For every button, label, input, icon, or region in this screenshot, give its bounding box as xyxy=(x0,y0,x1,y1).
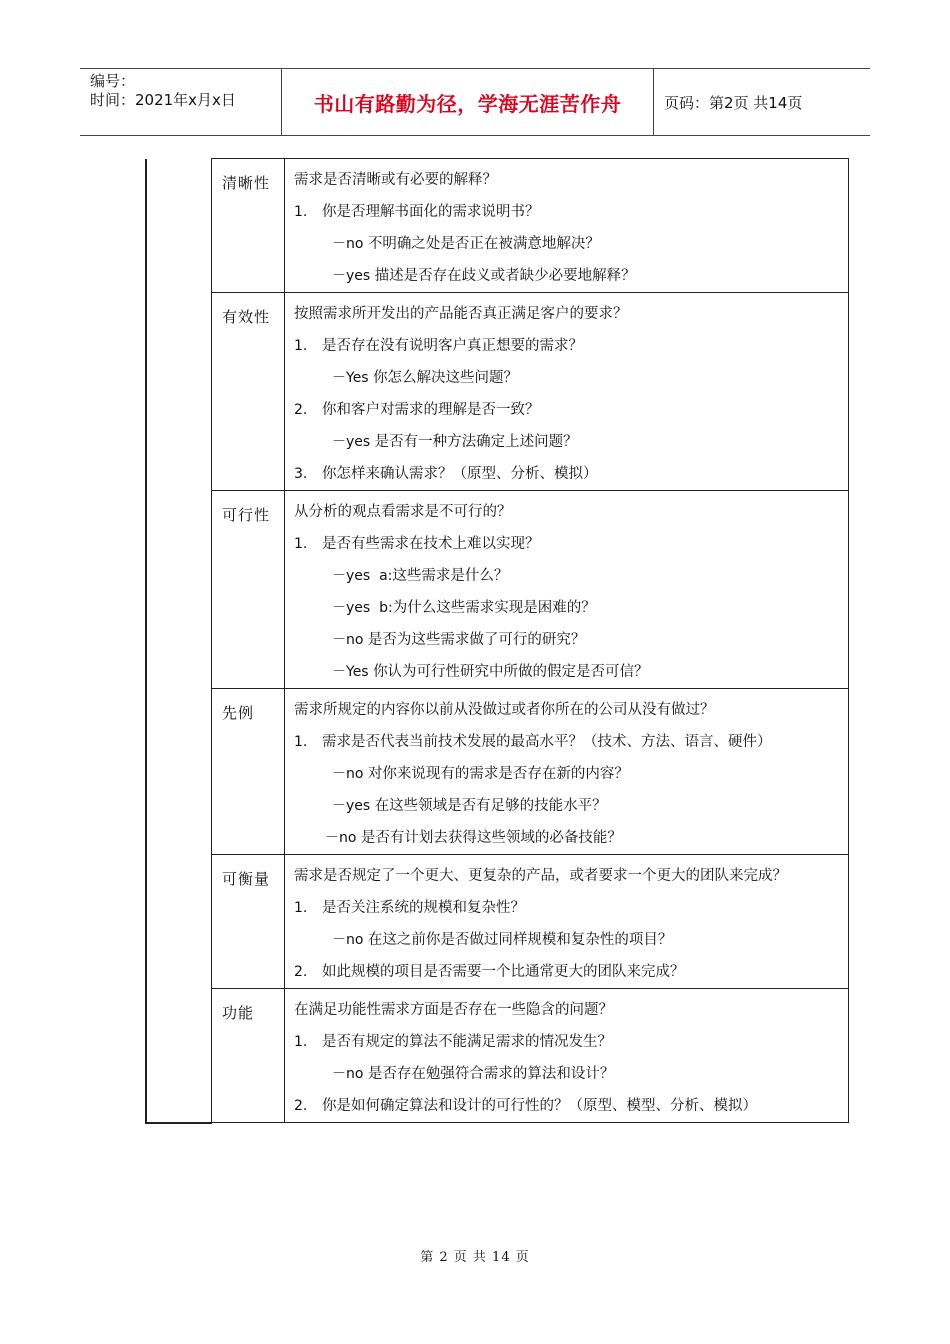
question-heading: 需求所规定的内容你以前从没做过或者你所在的公司从没有做过？ xyxy=(294,702,715,718)
answer-text: 你认为可行性研究中所做的假定是否可信？ xyxy=(373,664,649,680)
answer-text: 是否有计划去获得这些领域的必备技能？ xyxy=(360,830,622,846)
question-number: 2. xyxy=(294,1098,308,1114)
table-row xyxy=(146,989,849,1123)
category-label: 清晰性 xyxy=(222,174,271,192)
answer-branch xyxy=(285,560,848,592)
question-text: 你和客户对需求的理解是否一致？ xyxy=(322,402,540,418)
answer-prefix: －no xyxy=(332,1066,368,1082)
answer-text: 这些需求是什么？ xyxy=(392,568,509,584)
question-cell xyxy=(285,855,849,989)
answer-branch xyxy=(285,426,848,458)
question-text: 如此规模的项目是否需要一个比通常更大的团队来完成？ xyxy=(322,964,685,980)
question-number: 3. xyxy=(294,466,308,482)
question-heading: 从分析的观点看需求是不可行的？ xyxy=(294,504,512,520)
answer-text: 是否有一种方法确定上述问题？ xyxy=(374,434,578,450)
numbered-question xyxy=(285,1090,848,1122)
question-number: 1. xyxy=(294,204,308,220)
question-text: 你是如何确定算法和设计的可行性的？（原型、模型、分析、模拟） xyxy=(322,1098,757,1114)
answer-text: 对你来说现有的需求是否存在新的内容？ xyxy=(367,766,629,782)
table-row xyxy=(146,689,849,855)
category-label: 先例 xyxy=(222,704,255,722)
answer-prefix: －yes b: xyxy=(332,600,393,616)
question-text: 是否有规定的算法不能满足需求的情况发生？ xyxy=(322,1034,612,1050)
answer-text: 在这些领域是否有足够的技能水平？ xyxy=(374,798,607,814)
question-number: 1. xyxy=(294,338,308,354)
blank-left-column xyxy=(146,159,212,1123)
answer-prefix: －yes a: xyxy=(332,568,393,584)
category-cell xyxy=(212,159,285,293)
answer-text: 是否为这些需求做了可行的研究？ xyxy=(367,632,586,648)
question-text: 需求是否代表当前技术发展的最高水平？（技术、方法、语言、硬件） xyxy=(322,734,772,750)
numbered-question xyxy=(285,196,848,228)
question-heading: 需求是否规定了一个更大、更复杂的产品，或者要求一个更大的团队来完成？ xyxy=(294,868,787,884)
answer-text: 是否存在勉强符合需求的算法和设计？ xyxy=(367,1066,615,1082)
answer-prefix: －yes xyxy=(332,798,375,814)
numbered-question xyxy=(285,726,848,758)
category-cell xyxy=(212,855,285,989)
question-text: 是否存在没有说明客户真正想要的需求？ xyxy=(322,338,583,354)
answer-branch xyxy=(285,260,848,292)
answer-prefix: －no xyxy=(332,766,368,782)
question-cell xyxy=(285,491,849,689)
answer-prefix: －no xyxy=(332,932,368,948)
question-number: 1. xyxy=(294,734,308,750)
table-row xyxy=(146,491,849,689)
question-text: 是否关注系统的规模和复杂性？ xyxy=(322,900,525,916)
question-number: 1. xyxy=(294,900,308,916)
question-heading: 在满足功能性需求方面是否存在一些隐含的问题？ xyxy=(294,1002,613,1018)
header-page-info: 页码：第2页 共14页 xyxy=(664,93,803,112)
answer-text: 不明确之处是否正在被满意地解决？ xyxy=(367,236,600,252)
question-number: 2. xyxy=(294,402,308,418)
question-text: 你是否理解书面化的需求说明书？ xyxy=(322,204,540,220)
table-body xyxy=(146,159,849,1123)
answer-branch xyxy=(285,822,848,854)
answer-prefix: －no xyxy=(332,236,368,252)
answer-text: 为什么这些需求实现是困难的？ xyxy=(392,600,596,616)
page-header xyxy=(80,68,870,136)
answer-text: 你怎么解决这些问题？ xyxy=(373,370,519,386)
question-cell xyxy=(285,293,849,491)
category-cell xyxy=(212,689,285,855)
question-cell xyxy=(285,689,849,855)
question-number: 2. xyxy=(294,964,308,980)
answer-prefix: －no xyxy=(325,830,361,846)
requirements-checklist-table xyxy=(145,158,849,1124)
category-label: 可行性 xyxy=(222,506,271,524)
question-cell xyxy=(285,159,849,293)
category-label: 功能 xyxy=(222,1004,255,1022)
category-cell xyxy=(212,491,285,689)
answer-branch xyxy=(285,592,848,624)
answer-branch xyxy=(285,758,848,790)
numbered-question xyxy=(285,458,848,490)
answer-branch xyxy=(285,924,848,956)
table-row xyxy=(146,159,849,293)
answer-branch xyxy=(285,790,848,822)
answer-text: 描述是否存在歧义或者缺少必要地解释？ xyxy=(374,268,636,284)
category-label: 可衡量 xyxy=(222,870,271,888)
answer-branch xyxy=(285,1058,848,1090)
header-motto: 书山有路勤为径，学海无涯苦作舟 xyxy=(282,69,654,135)
question-number: 1. xyxy=(294,1034,308,1050)
answer-prefix: －no xyxy=(332,632,368,648)
category-label: 有效性 xyxy=(222,308,271,326)
category-cell xyxy=(212,989,285,1123)
answer-prefix: －Yes xyxy=(332,370,374,386)
date-line: 时间：2021年x月x日 xyxy=(90,91,236,109)
question-text: 是否有些需求在技术上难以实现？ xyxy=(322,536,540,552)
answer-branch xyxy=(285,362,848,394)
answer-prefix: －yes xyxy=(332,434,375,450)
answer-branch xyxy=(285,624,848,656)
answer-branch xyxy=(285,228,848,260)
answer-branch xyxy=(285,656,848,688)
question-text: 你怎样来确认需求？（原型、分析、模拟） xyxy=(322,466,598,482)
numbered-question xyxy=(285,892,848,924)
question-heading: 按照需求所开发出的产品能否真正满足客户的要求？ xyxy=(294,306,628,322)
table-row xyxy=(146,855,849,989)
numbered-question xyxy=(285,330,848,362)
question-heading: 需求是否清晰或有必要的解释？ xyxy=(294,172,497,188)
numbered-question xyxy=(285,528,848,560)
header-meta xyxy=(80,69,282,135)
numbered-question xyxy=(285,394,848,426)
answer-prefix: －yes xyxy=(332,268,375,284)
code-label: 编号： xyxy=(90,72,136,90)
question-cell xyxy=(285,989,849,1123)
page-footer: 第 2 页 共 14 页 xyxy=(420,1250,530,1265)
question-number: 1. xyxy=(294,536,308,552)
category-cell xyxy=(212,293,285,491)
numbered-question xyxy=(285,1026,848,1058)
answer-text: 在这之前你是否做过同样规模和复杂性的项目？ xyxy=(367,932,673,948)
numbered-question xyxy=(285,956,848,988)
table-row xyxy=(146,293,849,491)
answer-prefix: －Yes xyxy=(332,664,374,680)
